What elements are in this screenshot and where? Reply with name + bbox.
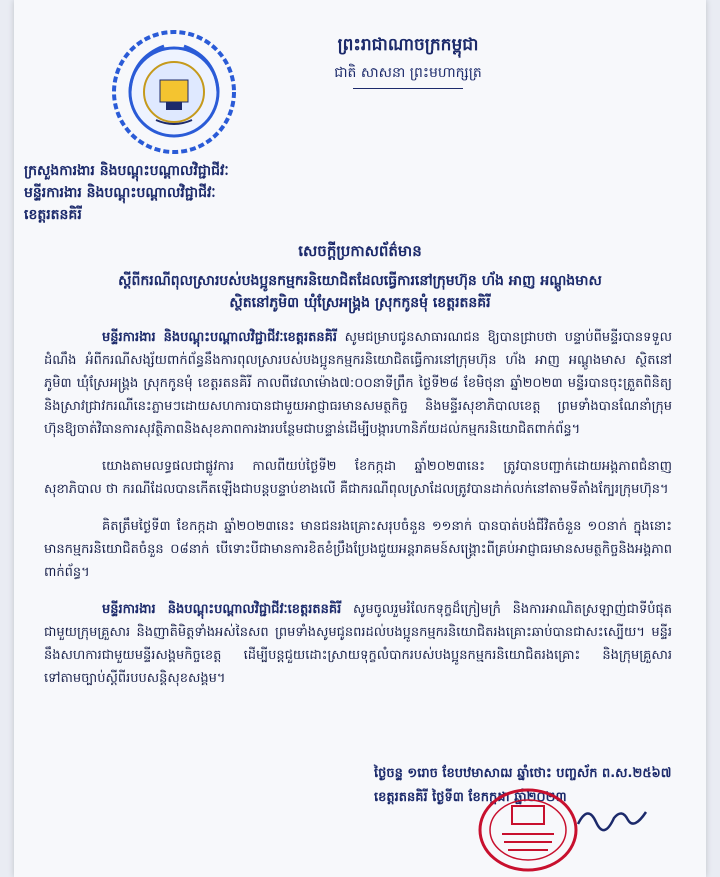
paragraph-4-text: សូមចូលរួមរំលែកទុក្ខដ៏ក្រៀមក្រំ និងការអាណិតស្រឡាញ់ជាទីបំផុត ជាមួយក្រុមគ្រួសារ និងញាតិមិត្តទាំងអស់នៃសព ព្រមទាំងសូមជូនពរដល់បងប្អូនកម្មករនិយោជិតរងគ្រោះឆាប់បានជាសះស្បើយ។ មន្ទីរនឹងសហការជាមួយមន្ទីរសង្គមកិច្ចខេត្ត ដើម្បីបន្តជួយដោះស្រាយទុក្ខលំបាករបស់បងប្អូនកម្មករនិយោជិតរងគ្រោះ និងក្រុមគ្រួសារទៅតាមច្បាប់ស្តីពីរបបសន្តិសុខសង្គម។ <box>44 602 672 686</box>
paragraph-1-text: សូមជម្រាបជូនសាធារណជន ឱ្យបានជ្រាបថា បន្ទាប់ពីមន្ទីរបានទទួលដំណឹង អំពីករណីសង្ស័យពាក់ព័ន្ធនឹងការពុលស្រារបស់បងប្អូនកម្មករនិយោជិតធ្វើការនៅក្រុមហ៊ុន ហ័ង អាញ អណ្តូងមាស ស្ថិតនៅភូមិ៣ ឃុំស្រែអង្គ្រង ស្រុកកូនមុំ ខេត្តរតនគិរី កាលពីវេលាម៉ោង៧:០០នាទីព្រឹក ថ្ងៃទី២៨ ខែមិថុនា ឆ្នាំ២០២៣ មន្ទីរបានចុះត្រួតពិនិត្យនិងស្រាវជ្រាវករណីនេះភ្លាមៗដោយសហការបានជាមួយអាជ្ញាធរមានសមត្ថកិច្ច និងមន្ទីរសុខាភិបាលខេត្ត ព្រមទាំងបានណែនាំក្រុមហ៊ុនឱ្យចាត់វិធានការសុវត្ថិភាពនិងសុខភាពការងារបន្ថែមជាបន្ទាន់ដើម្បីបង្ការហានិភ័យដល់កម្មករនិយោជិតពាក់ព័ន្ធ។ <box>44 330 672 437</box>
paragraph-1 <box>44 326 672 441</box>
kingdom-header <box>278 34 538 89</box>
header-rule <box>353 88 463 89</box>
title-subtitle-2: ស្ថិតនៅភូមិ៣ ឃុំស្រែអង្គ្រង ស្រុកកូនមុំ ខេត្តរតនគិរី <box>229 295 491 311</box>
document-title <box>14 242 706 314</box>
issuing-office <box>24 160 364 226</box>
title-subtitle-1: ស្តីពីករណីពុលស្រារបស់បងប្អូនកម្មករនិយោជិតដែលធ្វើការនៅក្រុមហ៊ុន ហ័ង អាញ អណ្តូងមាស <box>118 273 602 289</box>
lunar-date: ថ្ងៃចន្ទ ១រោច ខែបឋមាសាឍ ឆ្នាំថោះ បញ្ចស័ក ព.ស.២៥៦៧ <box>374 766 672 781</box>
official-seal-stamp <box>476 786 580 874</box>
kingdom-name: ព្រះរាជាណាចក្រកម្ពុជា <box>337 35 479 55</box>
department-name: មន្ទីរការងារ និងបណ្តុះបណ្តាលវិជ្ជាជីវៈ <box>24 185 216 201</box>
ministry-logo <box>110 28 238 156</box>
title-heading: សេចក្តីប្រកាសព័ត៌មាន <box>298 242 422 260</box>
signature <box>574 800 654 836</box>
place-date: ខេត្តរតនគិរី ថ្ងៃទី៣ ខែកក្កដា ឆ្នាំ២០២៣ <box>374 790 567 805</box>
paragraph-2: យោងតាមលទ្ធផលជាផ្លូវការ កាលពីយប់ថ្ងៃទី២ ខែកក្កដា ឆ្នាំ២០២៣នេះ ត្រូវបានបញ្ជាក់ដោយអង្គភាពជំនាញសុខាភិបាល ថា ករណីដែលបានកើតឡើងជាបន្តបន្ទាប់ខាងលើ គឺជាករណីពុលស្រាដែលត្រូវបានដាក់លក់នៅតាមទីតាំងក្បែរក្រុមហ៊ុន។ <box>44 459 672 497</box>
paragraph-1-lead: មន្ទីរការងារ និងបណ្តុះបណ្តាលវិជ្ជាជីវៈខេត្តរតនគិរី <box>102 330 338 345</box>
paragraph-4 <box>44 598 672 690</box>
paragraph-3: គិតត្រឹមថ្ងៃទី៣ ខែកក្កដា ឆ្នាំ២០២៣នេះ មានជនរងគ្រោះសរុបចំនួន ១១នាក់ បានបាត់បង់ជីវិតចំនួន ១០នាក់ ក្នុងនោះមានកម្មករនិយោជិតចំនួន ០៨នាក់ បើទោះបីជាមានការខិតខំប្រឹងប្រែងជួយអន្តរាគមន៍សង្គ្រោះពីគ្រប់អាជ្ញាធរមានសមត្ថកិច្ចនិងអង្គភាពពាក់ព័ន្ធ។ <box>44 519 672 580</box>
province-name: ខេត្តរតនគិរី <box>24 207 82 223</box>
paragraph-4-lead: មន្ទីរការងារ និងបណ្តុះបណ្តាលវិជ្ជាជីវៈខេត្តរតនគិរី <box>102 602 342 617</box>
ministry-name: ក្រសួងការងារ និងបណ្តុះបណ្តាលវិជ្ជាជីវៈ <box>24 163 229 179</box>
national-motto: ជាតិ សាសនា ព្រះមហាក្សត្រ <box>334 65 482 81</box>
document-body <box>44 326 672 704</box>
document-sheet <box>14 0 706 877</box>
